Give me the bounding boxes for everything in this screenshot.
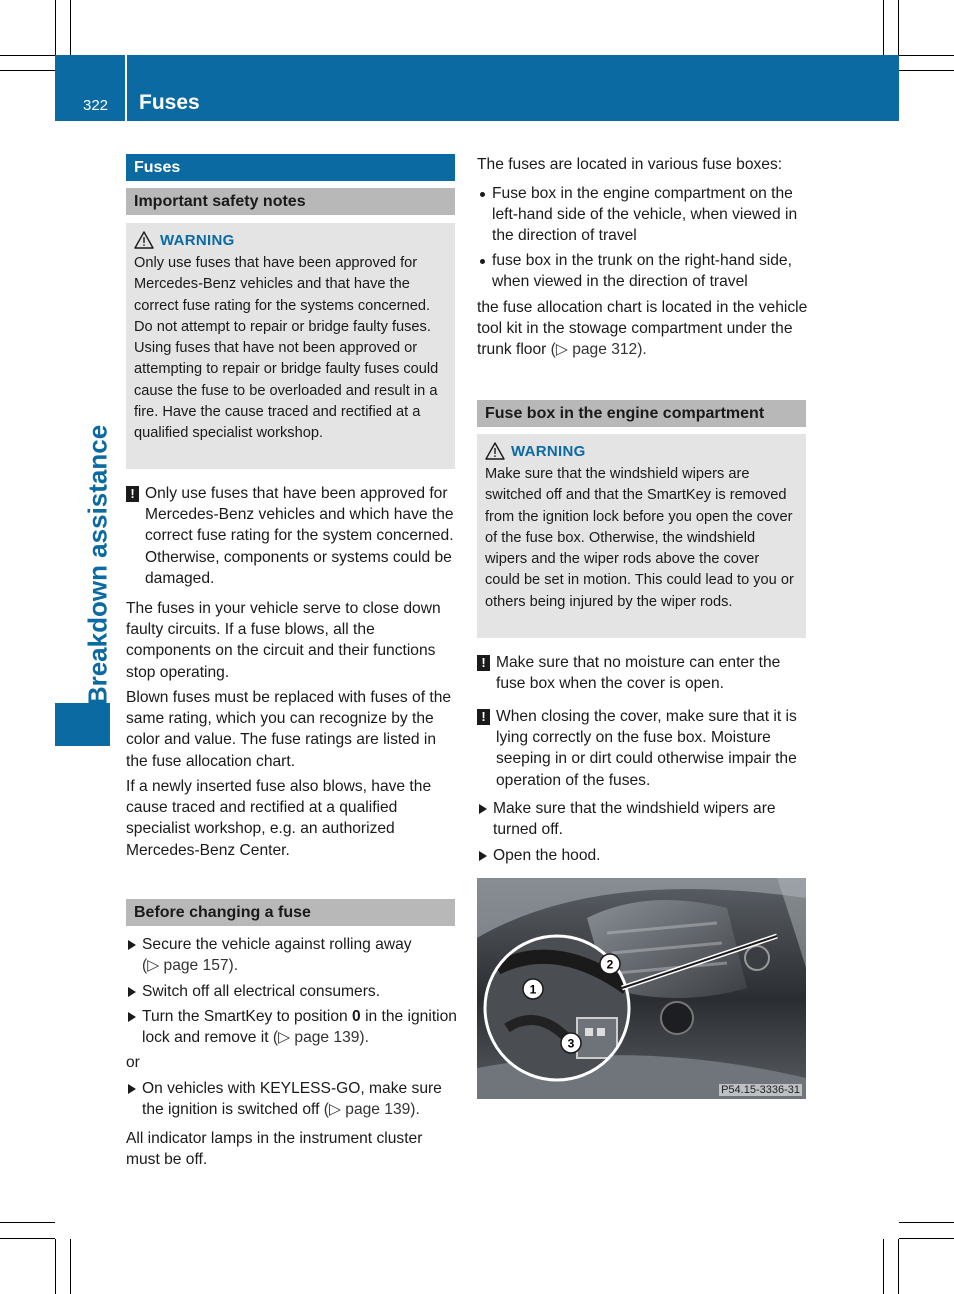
step-arrow-icon [128,1012,136,1022]
engine-compartment-photo [477,878,806,1099]
warning-box [477,434,806,638]
step-text: Secure the vehicle against rolling away [142,936,412,953]
crop-mark [899,70,954,71]
or-text: or [126,1054,140,1071]
crop-mark [0,55,55,56]
step-item [126,1078,457,1120]
bullet-text: Fuse box in the engine compartment on the left-hand side of the vehicle, when viewed in the direction of travel [492,185,798,245]
crop-mark [0,70,55,71]
subsection-heading-engine: Fuse box in the engine compartment [477,400,806,427]
exclamation-icon: ! [477,655,490,671]
note-text: Make sure that no moisture can enter the fuse box when the cover is open. [496,654,781,693]
step-text: Switch off all electrical consumers. [142,983,381,1000]
step-arrow-icon [128,1084,136,1094]
step-text: Make sure that the windshield wipers are turned off. [493,800,776,839]
body-paragraph [126,687,457,772]
paragraph-text: the fuse allocation chart is located in the vehicle tool kit in the stowage compartment under the trunk floor [477,299,808,359]
section-title: Fuses [126,154,455,181]
key-position: 0 [352,1008,361,1025]
body-paragraph [477,154,808,175]
chapter-label: Breakdown assistance [82,424,113,706]
note-block [126,483,457,589]
page-reference[interactable]: (▷ page 139). [323,1101,420,1119]
note-text: When closing the cover, make sure that it is lying correctly on the fuse box. Moisture seeping in or dirt could otherwise impair the operation of the fuses. [496,708,797,789]
crop-mark [883,0,884,55]
crop-mark [899,1238,954,1239]
crop-mark [898,1239,899,1294]
warning-text: Make sure that the windshield wipers are switched off and that the SmartKey is removed from the ignition lock before you open the cover of the fuse box. Otherwise, the windshield wipers and the wiper rods above the cover could be set in motion. This could lead to you or others being injured by the wiper rods. [485,466,794,610]
paragraph-text: If a newly inserted fuse also blows, have the cause traced and rectified at a qualified specialist workshop, e.g. an authorized Mercedes-Benz Center. [126,778,432,859]
paragraph-text: All indicator lamps in the instrument cluster must be off. [126,1130,423,1169]
body-paragraph [477,297,808,361]
step-arrow-icon [479,804,487,814]
warning-label: WARNING [511,442,586,460]
bullet-item [477,183,808,247]
svg-text:3: 3 [567,1036,575,1051]
step-text: in the ignition lock and remove it [142,1008,457,1047]
step-arrow-icon [479,851,487,861]
crop-mark [899,55,954,56]
step-item [126,981,457,1002]
svg-text:2: 2 [606,957,614,972]
warning-triangle-icon [485,442,505,460]
step-arrow-icon [128,987,136,997]
callout-marker [523,979,543,999]
warning-triangle-icon [134,231,154,249]
exclamation-icon: ! [126,486,139,502]
page-reference[interactable]: (▷ page 139). [272,1029,369,1047]
subsection-heading-before: Before changing a fuse [126,899,455,926]
body-paragraph [126,776,457,861]
step-arrow-icon [128,940,136,950]
page-reference[interactable]: (▷ page 312). [550,341,647,359]
header-divider [125,55,127,121]
page-number: 322 [83,97,109,114]
crop-mark [0,1222,55,1223]
engine-illustration [477,878,806,1099]
header-title: Fuses [139,91,200,114]
chapter-tab [55,703,110,746]
page-header [55,55,899,121]
crop-mark [899,1222,954,1223]
warning-box [126,223,455,469]
bullet-text: fuse box in the trunk on the right-hand side, when viewed in the direction of travel [492,252,792,291]
note-block [477,652,808,694]
crop-mark [55,1239,56,1294]
crop-mark [70,1239,71,1294]
callout-marker [600,954,620,974]
step-item [126,1006,457,1048]
step-item [126,934,457,976]
crop-mark [70,0,71,55]
callout-marker [561,1033,581,1053]
page-reference[interactable]: (▷ page 157). [142,957,239,975]
svg-text:1: 1 [529,982,537,997]
exclamation-icon: ! [477,709,490,725]
bullet-item [477,250,808,292]
note-block [477,706,808,791]
crop-mark [55,0,56,55]
step-text: Open the hood. [493,847,601,864]
or-separator [126,1052,457,1073]
bullet-dot [480,192,485,197]
bullet-dot [480,259,485,264]
note-text: Only use fuses that have been approved for Mercedes-Benz vehicles and which have the correct fuse rating for the system concerned. Otherwise, components or systems could be damaged. [145,485,454,587]
step-item [477,798,808,840]
step-item [477,845,808,866]
paragraph-text: Blown fuses must be replaced with fuses of the same rating, which you can recognize by the color and value. The fuse ratings are listed in the fuse allocation chart. [126,689,452,770]
warning-label: WARNING [160,231,235,249]
crop-mark [898,0,899,55]
subsection-heading-safety: Important safety notes [126,188,455,215]
step-text: On vehicles with KEYLESS-GO, make sure the ignition is switched off [142,1080,442,1119]
body-paragraph [126,598,457,683]
figure-code: P54.15-3336-31 [721,1084,800,1096]
crop-mark [0,1238,55,1239]
body-paragraph [126,1128,457,1170]
step-text: Turn the SmartKey to position [142,1008,353,1025]
crop-mark [883,1239,884,1294]
warning-text: Only use fuses that have been approved for Mercedes-Benz vehicles and that have the correct fuse rating for the systems concerned. Do not attempt to repair or bridge faulty fuses. Using fuses that have not been approved or attempting to repair or bridge faulty fuses could cause the fuse to be overloaded and result in a fire. Have the cause traced and rectified at a qualified specialist workshop. [134,255,439,442]
paragraph-text: The fuses in your vehicle serve to close down faulty circuits. If a fuse blows, all the components on the circuit and their functions stop operating. [126,600,441,681]
paragraph-text: The fuses are located in various fuse boxes: [477,156,783,173]
